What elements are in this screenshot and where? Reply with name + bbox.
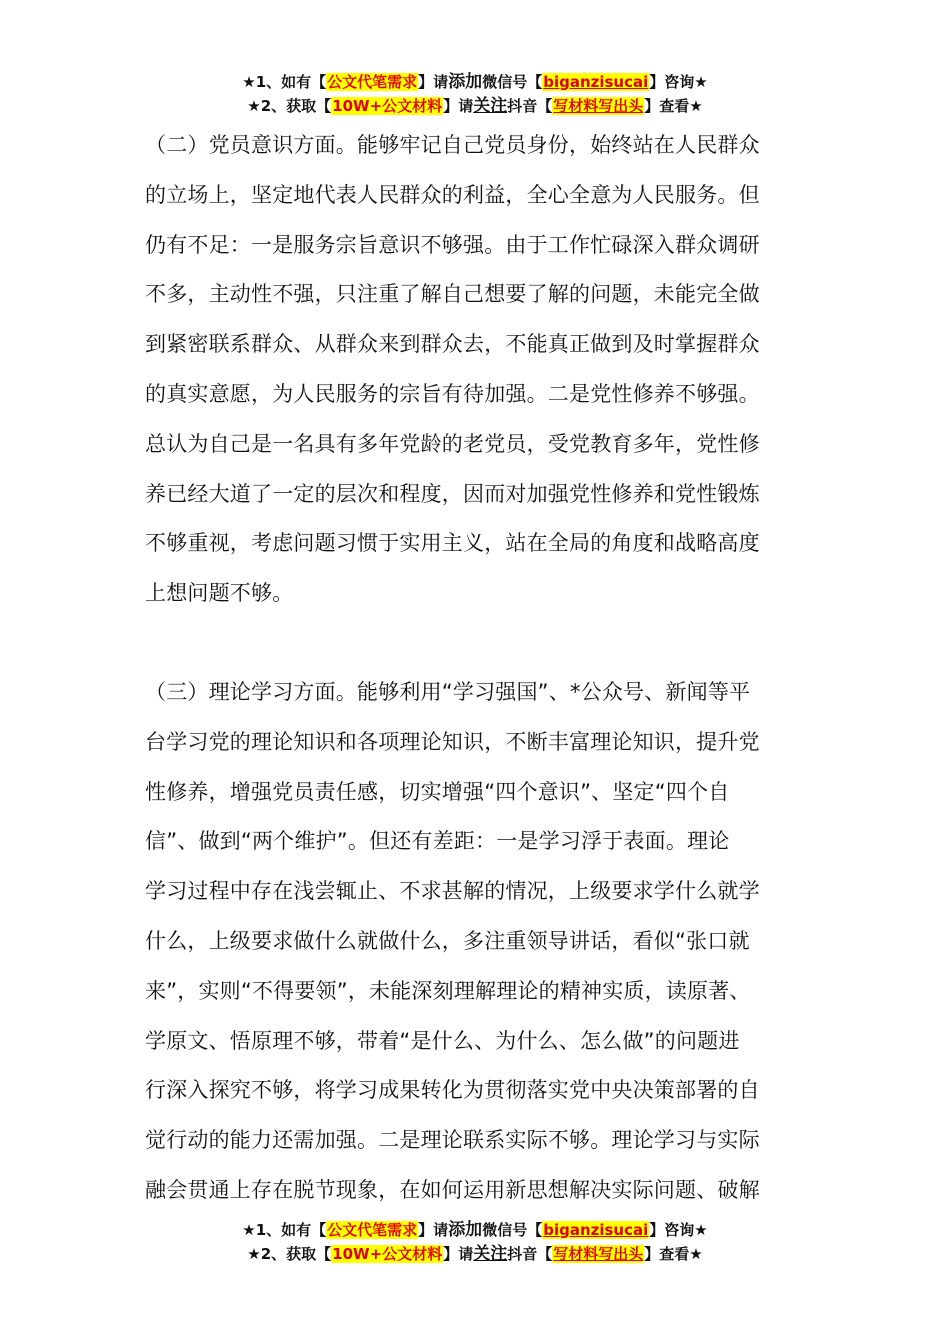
banner-text: 】请	[418, 1221, 449, 1239]
banner-line-2	[0, 94, 950, 118]
text-line: 学习过程中存在浅尝辄止、不求甚解的情况，上级要求学什么就学	[145, 879, 760, 904]
banner-line-1	[0, 1218, 950, 1242]
text-line: 养已经大道了一定的层次和程度，因而对加强党性修养和党性锻炼	[145, 481, 760, 506]
banner-text: 】咨询★	[649, 73, 708, 91]
text-line: 的立场上，坚定地代表人民群众的利益，全心全意为人民服务。但	[145, 182, 760, 207]
paragraph-theory-study	[145, 668, 825, 1216]
emphasis-add: 添加	[448, 1220, 483, 1240]
banner-text: 抖音【	[507, 1245, 553, 1263]
highlight-materials: 10W+公文材料	[332, 97, 443, 115]
banner-text: 】咨询★	[649, 1221, 708, 1239]
banner-text: 2、获取【	[260, 97, 332, 115]
emphasis-follow: 关注	[473, 96, 508, 116]
text-line: 信”、做到“两个维护”。但还有差距：一是学习浮于表面。理论	[145, 829, 730, 854]
text-line: （二）党员意识方面。能够牢记自己党员身份，始终站在人民群众	[145, 133, 760, 157]
text-line: 仍有不足：一是服务宗旨意识不够强。由于工作忙碌深入群众调研	[145, 232, 760, 257]
star-icon: ★	[242, 1221, 256, 1239]
banner-line-1	[0, 70, 950, 94]
wechat-id: biganzisucai	[543, 1221, 649, 1239]
text-line: 什么，上级要求做什么就做什么，多注重领导讲话，看似“张口就	[145, 928, 750, 953]
text-line: 到紧密联系群众、从群众来到群众去，不能真正做到及时掌握群众	[145, 332, 760, 357]
star-icon: ★	[247, 1245, 261, 1263]
banner-text: 1、如有【	[255, 73, 327, 91]
highlight-service: 公文代笔需求	[327, 1221, 418, 1239]
douyin-account: 写材料写出头	[553, 1245, 644, 1263]
star-icon: ★	[242, 73, 256, 91]
banner-text: 1、如有【	[255, 1221, 327, 1239]
text-line: 的真实意愿，为人民服务的宗旨有待加强。二是党性修养不够强。	[145, 381, 760, 406]
footer-banner	[0, 1218, 950, 1266]
banner-text: 】请	[443, 1245, 474, 1263]
banner-text: 】查看★	[644, 97, 703, 115]
banner-text: 】查看★	[644, 1245, 703, 1263]
text-line: 总认为自己是一名具有多年党龄的老党员，受党教育多年，党性修	[145, 431, 760, 456]
banner-line-2	[0, 1242, 950, 1266]
banner-text: 微信号【	[482, 1221, 543, 1239]
text-line: 不够重视，考虑问题习惯于实用主义，站在全局的角度和战略高度	[145, 531, 760, 556]
text-line: 融会贯通上存在脱节现象，在如何运用新思想解决实际问题、破解	[145, 1177, 760, 1202]
text-line: 觉行动的能力还需加强。二是理论联系实际不够。理论学习与实际	[145, 1128, 760, 1153]
highlight-service: 公文代笔需求	[327, 73, 418, 91]
banner-text: 】请	[443, 97, 474, 115]
text-line: 性修养，增强党员责任感，切实增强“四个意识”、坚定“四个自	[145, 779, 730, 804]
banner-text: 抖音【	[507, 97, 553, 115]
text-line: 来”，实则“不得要领”，未能深刻理解理论的精神实质，读原著、	[145, 978, 751, 1003]
emphasis-follow: 关注	[473, 1244, 508, 1264]
banner-text: 】请	[418, 73, 449, 91]
highlight-materials: 10W+公文材料	[332, 1245, 443, 1263]
banner-text: 微信号【	[482, 73, 543, 91]
text-line: 台学习党的理论知识和各项理论知识，不断丰富理论知识，提升党	[145, 729, 760, 754]
star-icon: ★	[247, 97, 261, 115]
text-line: 行深入探究不够，将学习成果转化为贯彻落实党中央决策部署的自	[145, 1078, 760, 1103]
text-line: 上想问题不够。	[145, 581, 294, 606]
banner-text: 2、获取【	[260, 1245, 332, 1263]
header-banner	[0, 70, 950, 118]
text-line: （三）理论学习方面。能够利用“学习强国”、*公众号、新闻等平	[145, 680, 751, 704]
text-line: 不多，主动性不强，只注重了解自己想要了解的问题，未能完全做	[145, 282, 760, 307]
douyin-account: 写材料写出头	[553, 97, 644, 115]
text-line: 学原文、悟原理不够，带着“是什么、为什么、怎么做”的问题进	[145, 1028, 740, 1053]
wechat-id: biganzisucai	[543, 73, 649, 91]
emphasis-add: 添加	[448, 72, 483, 92]
paragraph-party-awareness	[145, 121, 825, 619]
